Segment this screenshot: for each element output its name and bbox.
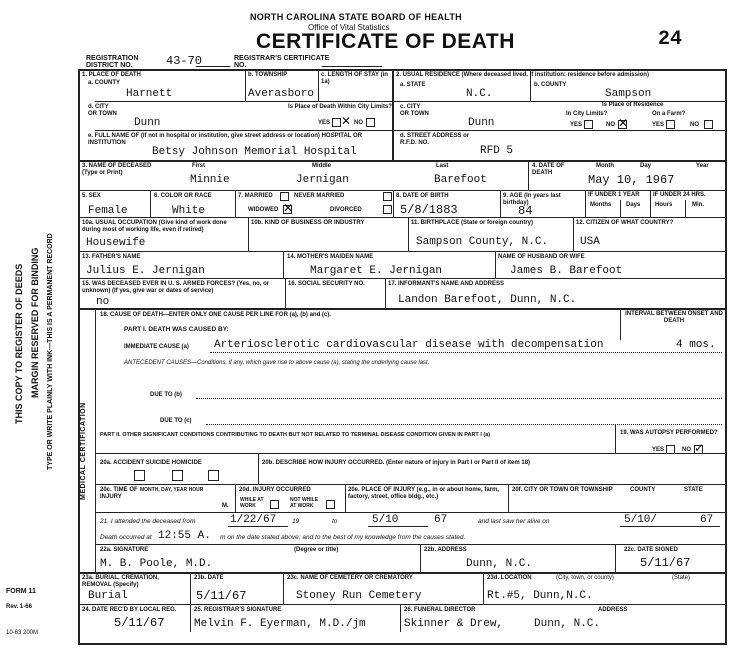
never-married-label: NEVER MARRIED — [294, 193, 345, 199]
middle-name-value: Jernigan — [296, 174, 349, 186]
within-city-no-checkbox[interactable] — [366, 118, 375, 127]
antecedent-causes-label: ANTECEDENT CAUSES—Conditions, if any, which gave rise to above cause (a), stating the underlying cause last. — [124, 360, 430, 366]
hours-label: Hours — [655, 202, 673, 208]
death-occurred-rest: m on the date stated above; and to the best of my knowledge from the causes stated. — [220, 534, 466, 541]
within-city-no-label: NO — [354, 120, 363, 126]
occupation-label: 10a. USUAL OCCUPATION (Give kind of work done during most of working life, even if retired) — [82, 220, 227, 233]
death-county-value: Harnett — [126, 88, 173, 100]
while-at-work-label: WHILE AT WORK — [240, 497, 264, 509]
accident-checkbox[interactable] — [134, 470, 145, 481]
place-of-death-label: 1. PLACE OF DEATH — [82, 72, 141, 78]
medical-certification-label: MEDICAL CERTIFICATION — [80, 402, 87, 500]
attended-to-value: 5/10 — [372, 514, 399, 526]
in-city-yes-label: YES — [570, 122, 583, 128]
death-month-label: Month — [596, 163, 614, 169]
last-saw-label: and last saw her alive on — [478, 518, 550, 525]
burial-date-value: 5/11/67 — [196, 589, 247, 603]
in-city-no-label: NO — [606, 122, 615, 128]
birthplace-value: Sampson County, N.C. — [416, 236, 549, 248]
death-day-label: Day — [640, 163, 652, 169]
injury-description-label: 20b. DESCRIBE HOW INJURY OCCURRED. (Enter nature of injury in Part I or Part II of item 18) — [262, 460, 531, 466]
within-city-limits-label: Is Place of Death Within City Limits? — [288, 104, 392, 110]
farm-no-label: NO — [690, 122, 699, 128]
location-state-label: (State) — [672, 575, 691, 581]
homicide-checkbox[interactable] — [208, 470, 219, 481]
injury-city-label: 20f. CITY OR TOWN OR TOWNSHIP — [512, 487, 613, 493]
location-label: 23d. LOCATION — [487, 575, 532, 581]
length-of-stay-label: c. LENGTH OF STAY (in 1a) — [321, 72, 388, 85]
date-of-death-label: 4. DATE OF DEATH — [532, 163, 565, 176]
attended-to-label: to — [332, 518, 338, 525]
death-year-label: Year — [696, 163, 709, 169]
hospital-label: e. FULL NAME OF (If not in hospital or institution, give street address or location) HOSPITAL OR INSTITUTION — [88, 133, 363, 146]
sex-label: 5. SEX — [82, 193, 101, 199]
signature-value: M. B. Poole, M.D. — [100, 558, 213, 570]
death-time-value: 12:55 A. — [158, 530, 211, 542]
street-address-label: d. STREET ADDRESS or R.F.D. NO. — [400, 133, 470, 146]
certificate-number: 24 — [658, 28, 683, 51]
attended-from-value: 1/22/67 — [230, 514, 277, 526]
farm-yes-checkbox[interactable] — [666, 120, 675, 129]
office-name: Office of Vital Statistics — [308, 23, 390, 32]
farm-yes-label: YES — [652, 122, 665, 128]
side-text-ink: TYPE OR WRITE PLAINLY WITH INK—THIS IS A PERMANENT RECORD — [47, 233, 54, 470]
print-code: 10-63 200M — [6, 630, 39, 636]
never-married-checkbox[interactable] — [383, 192, 392, 201]
registration-district-value: 43-70 — [166, 54, 203, 68]
last-saw-year-value: 67 — [700, 514, 714, 526]
residence-city-value: Dunn — [468, 117, 495, 129]
not-while-at-work-label: NOT WHILE AT WORK — [290, 497, 319, 509]
under-24-hours-label: IF UNDER 24 HRS. — [653, 192, 706, 198]
mother-name-value: Margaret E. Jernigan — [310, 265, 443, 277]
injury-state-label: STATE — [684, 487, 703, 493]
within-city-yes-checkmark: ✕ — [341, 114, 352, 128]
location-value: Rt.#5, Dunn,N.C. — [487, 590, 593, 602]
immediate-cause-value: Arteriosclerotic cardiovascular disease with decompensation — [214, 339, 604, 351]
sex-value: Female — [88, 205, 128, 217]
registrar-signature-label: 25. REGISTRAR'S SIGNATURE — [194, 607, 282, 613]
interval-value: 4 mos. — [676, 339, 716, 351]
residence-county-value: Sampson — [605, 88, 652, 100]
suicide-checkbox[interactable] — [172, 470, 183, 481]
location-sublabel: (City, town, or county) — [556, 575, 614, 581]
immediate-cause-label: IMMEDIATE CAUSE (a) — [124, 344, 189, 350]
informant-label: 17. INFORMANT'S NAME AND ADDRESS — [388, 281, 504, 287]
not-while-at-work-checkbox[interactable] — [326, 500, 335, 509]
age-value: 84 — [518, 204, 533, 218]
widowed-label: WIDOWED — [248, 207, 279, 213]
death-city-label: d. CITY OR TOWN — [88, 104, 117, 117]
minutes-label: Min. — [692, 202, 704, 208]
armed-forces-value: no — [96, 296, 110, 308]
in-city-limits-label: In City Limits? — [566, 111, 608, 117]
accident-label: 20a. ACCIDENT SUICIDE HOMICIDE — [100, 460, 202, 466]
burial-value: Burial — [88, 590, 128, 602]
registrar-signature-value: Melvin F. Eyerman, M.D./jm — [194, 618, 366, 630]
cemetery-value: Stoney Run Cemetery — [296, 590, 422, 602]
birthplace-label: 11. BIRTHPLACE (State or foreign country) — [411, 220, 534, 226]
residence-county-label: b. COUNTY — [534, 82, 567, 88]
spouse-name-label: NAME OF HUSBAND OR WIFE — [498, 254, 585, 260]
date-received-value: 5/11/67 — [114, 616, 165, 630]
registration-district-label: REGISTRATION DISTRICT NO. — [86, 55, 139, 69]
date-of-birth-label: 8. DATE OF BIRTH — [396, 193, 449, 199]
autopsy-yes-checkbox[interactable] — [666, 445, 675, 454]
address-value: Dunn, N.C. — [466, 558, 533, 570]
date-of-birth-value: 5/8/1883 — [400, 203, 458, 217]
occupation-value: Housewife — [86, 237, 146, 249]
widowed-checkmark: ✕ — [283, 201, 294, 215]
cemetery-label: 23c. NAME OF CEMETERY OR CREMATORY — [287, 575, 413, 581]
ssn-label: 16. SOCIAL SECURITY NO. — [288, 281, 365, 287]
certificate-title: CERTIFICATE OF DEATH — [256, 30, 515, 53]
autopsy-no-label: NO — [682, 447, 691, 453]
time-of-injury-label: 20c. TIME OF INJURY — [100, 487, 138, 500]
burial-label: 23a. BURIAL, CREMATION, REMOVAL (Specify) — [82, 575, 159, 588]
business-label: 10b. KIND OF BUSINESS OR INDUSTRY — [251, 220, 365, 226]
death-city-value: Dunn — [134, 117, 161, 129]
signature-label: 22a. SIGNATURE — [100, 547, 149, 553]
part-2-label: PART II. OTHER SIGNIFICANT CONDITIONS CONTRIBUTING TO DEATH BUT NOT RELATED TO TERMINAL DISEASE CONDITION GIVEN IN PART I (a) — [100, 432, 491, 438]
in-city-no-checkmark: ✕ — [618, 116, 629, 130]
race-value: White — [172, 205, 206, 217]
side-text-binding: MARGIN RESERVED FOR BINDING — [30, 247, 40, 398]
race-label: 6. COLOR OR RACE — [154, 193, 212, 199]
father-name-label: 13. FATHER'S NAME — [82, 254, 141, 260]
death-county-label: a. COUNTY — [88, 80, 121, 86]
autopsy-label: 19. WAS AUTOPSY PERFORMED? — [620, 430, 718, 436]
interval-label: INTERVAL BETWEEN ONSET AND DEATH — [625, 311, 723, 324]
autopsy-yes-label: YES — [652, 447, 665, 453]
director-address-value: Dunn, N.C. — [534, 618, 601, 630]
within-city-yes-checkbox[interactable] — [332, 118, 341, 127]
residence-state-label: a. STATE — [400, 82, 426, 88]
months-label: Months — [590, 202, 612, 208]
age-label: 9. AGE (In years last birthday) — [503, 193, 561, 206]
attended-to-year: 67 — [434, 514, 448, 526]
death-occurred-label: Death occurred at — [100, 534, 152, 541]
time-of-injury-sublabel: MONTH, DAY, YEAR HOUR — [140, 487, 204, 493]
married-checkbox[interactable] — [280, 192, 289, 201]
under-1-year-label: IF UNDER 1 YEAR — [588, 192, 640, 198]
funeral-director-value: Skinner & Drew, — [404, 618, 504, 630]
injury-occurred-label: 20d. INJURY OCCURRED — [239, 487, 311, 493]
due-to-b-label: DUE TO (b) — [150, 392, 182, 398]
father-name-value: Julius E. Jernigan — [86, 265, 205, 277]
death-township-value: Averasboro — [248, 88, 315, 100]
spouse-name-value: James B. Barefoot — [510, 265, 623, 277]
on-farm-label: On a Farm? — [652, 111, 686, 117]
days-label: Days — [626, 202, 641, 208]
autopsy-no-checkmark: ✓ — [694, 441, 705, 455]
side-text-deeds: THIS COPY TO REGISTER OF DEEDS — [14, 263, 24, 424]
address-label: 22b. ADDRESS — [424, 547, 467, 553]
date-signed-value: 5/11/67 — [640, 556, 691, 570]
farm-no-checkbox[interactable] — [704, 120, 713, 129]
burial-date-label: 23b. DATE — [194, 575, 224, 581]
residence-state-value: N.C. — [466, 88, 493, 100]
injury-county-label: COUNTY — [630, 487, 656, 493]
place-of-residence-label: Is Place of Residence — [602, 102, 664, 108]
death-township-label: b. TOWNSHIP — [248, 72, 288, 78]
street-address-value: RFD 5 — [480, 145, 514, 157]
attended-label: 21. I attended the deceased from — [100, 518, 196, 525]
part-1-label: PART I. DEATH WAS CAUSED BY: — [124, 326, 229, 333]
date-signed-label: 22c. DATE SIGNED — [624, 547, 678, 553]
in-city-yes-checkbox[interactable] — [584, 120, 593, 129]
citizen-label: 12. CITIZEN OF WHAT COUNTRY? — [576, 220, 674, 226]
last-saw-date-value: 5/10/ — [624, 514, 658, 526]
director-address-label: ADDRESS — [598, 607, 628, 613]
degree-label: (Degree or title) — [294, 547, 339, 553]
hospital-value: Betsy Johnson Memorial Hospital — [152, 146, 357, 158]
cause-of-death-label: 18. CAUSE OF DEATH—ENTER ONLY ONE CAUSE PER LINE FOR (a), (b) and (c). — [100, 312, 331, 318]
armed-forces-label: 15. WAS DECEASED EVER IN U. S. ARMED FORCES? (Yes, no, or unknown) (If yes, give war or dates of service) — [82, 281, 270, 294]
while-at-work-checkbox[interactable] — [270, 500, 279, 509]
due-to-c-label: DUE TO (c) — [160, 418, 192, 424]
citizen-value: USA — [580, 236, 600, 248]
middle-name-label: Middle — [312, 163, 331, 169]
place-of-injury-label: 20e. PLACE OF INJURY (e.g., in or about home, farm, factory, street, office bldg., etc.) — [348, 487, 500, 500]
last-name-value: Barefoot — [434, 174, 487, 186]
registrar-certificate-label: REGISTRAR'S CERTIFICATE NO. — [234, 55, 330, 69]
mother-name-label: 14. MOTHER'S MAIDEN NAME — [287, 254, 374, 260]
informant-value: Landon Barefoot, Dunn, N.C. — [398, 294, 577, 306]
married-label: 7. MARRIED — [238, 193, 273, 199]
attended-from-year-label: 19 — [292, 518, 300, 525]
within-city-yes-label: YES — [318, 120, 331, 126]
date-received-label: 24. DATE REC'D BY LOCAL REG. — [82, 607, 177, 613]
divorced-checkbox[interactable] — [383, 205, 392, 214]
divorced-label: DIVORCED — [330, 207, 362, 213]
funeral-director-label: 26. FUNERAL DIRECTOR — [404, 607, 476, 613]
agency-name: NORTH CAROLINA STATE BOARD OF HEALTH — [250, 12, 462, 22]
usual-residence-label: 2. USUAL RESIDENCE (Where deceased lived. If institution: residence before admission) — [396, 72, 649, 78]
residence-city-label: c. CITY OR TOWN — [400, 104, 429, 117]
form-revision: Rev. 1-66 — [6, 604, 32, 610]
time-m-label: M. — [222, 503, 229, 509]
first-name-label: First — [192, 163, 206, 169]
last-name-label: Last — [436, 163, 449, 169]
form-number: FORM 11 — [6, 588, 36, 595]
date-of-death-value: May 10, 1967 — [588, 173, 675, 187]
first-name-value: Minnie — [190, 174, 230, 186]
deceased-name-label: 3. NAME OF DECEASED (Type or Print) — [82, 163, 152, 176]
